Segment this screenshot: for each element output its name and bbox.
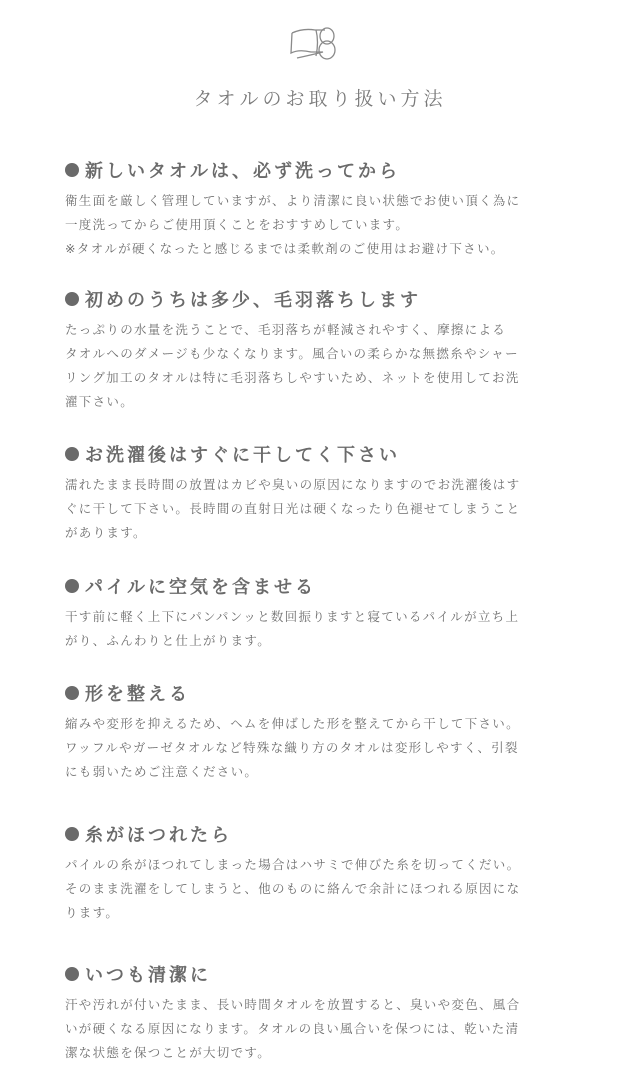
section-loose-thread (65, 821, 585, 925)
section-heading-text: いつも清潔に (85, 965, 211, 986)
bullet-icon (65, 967, 79, 981)
section-new-towel (65, 157, 585, 261)
section-text-line: 干す前に軽く上下にパンパンッと数回振りますと寝ているパイルが立ち上 (65, 609, 520, 624)
section-dry-quickly (65, 441, 585, 545)
bullet-icon (65, 163, 79, 177)
section-text-line: ります。 (65, 905, 120, 920)
section-text-line: 濯下さい。 (65, 394, 135, 409)
section-heading-text: 初めのうちは多少、毛羽落ちします (85, 290, 421, 311)
bullet-icon (65, 686, 79, 700)
section-text-line: がり、ふんわりと仕上がります。 (65, 633, 272, 648)
section-heading (65, 286, 585, 312)
bullet-icon (65, 447, 79, 461)
section-text-line: 濡れたまま長時間の放置はカビや臭いの原因になりますのでお洗濯後はす (65, 477, 521, 492)
section-text-line: そのまま洗濯をしてしまうと、他のものに絡んで余計にほつれる原因にな (65, 881, 521, 896)
section-heading (65, 821, 585, 847)
section-heading (65, 680, 585, 706)
section-text-line: 衛生面を厳しく管理していますが、より清潔に良い状態でお使い頂く為に (65, 193, 521, 208)
section-text-line: 汗や汚れが付いたまま、長い時間タオルを放置すると、臭いや変色、風合 (65, 997, 521, 1012)
section-heading-text: パイルに空気を含ませる (85, 577, 316, 598)
section-heading-text: 新しいタオルは、必ず洗ってから (85, 161, 400, 182)
section-heading-text: 糸がほつれたら (85, 825, 232, 846)
section-text-line: リング加工のタオルは特に毛羽落ちしやすいため、ネットを使用してお洗 (65, 370, 520, 385)
bullet-icon (65, 827, 79, 841)
section-text-line: にも弱いためご注意ください。 (65, 764, 259, 779)
section-text-line: たっぷりの水量を洗うことで、毛羽落ちが軽減されやすく、摩擦による (65, 322, 507, 337)
section-heading (65, 157, 585, 183)
section-heading (65, 573, 585, 599)
towel-logo-icon (289, 22, 343, 62)
section-text-line: 縮みや変形を抑えるため、ヘムを伸ばした形を整えてから干して下さい。 (65, 716, 520, 731)
section-lint (65, 286, 585, 414)
section-shape (65, 680, 585, 784)
bullet-icon (65, 292, 79, 306)
section-fluff-pile (65, 573, 585, 653)
bullet-icon (65, 579, 79, 593)
section-text-line: ※タオルが硬くなったと感じるまでは柔軟剤のご使用はお避け下さい。 (65, 241, 505, 256)
section-text-line: 潔な状態を保つことが大切です。 (65, 1045, 272, 1060)
section-heading (65, 441, 585, 467)
section-heading (65, 961, 585, 987)
section-keep-clean (65, 961, 585, 1065)
section-text-line: パイルの糸がほつれてしまった場合はハサミで伸びた糸を切ってくだい。 (65, 857, 521, 872)
section-heading-text: 形を整える (85, 684, 190, 705)
section-heading-text: お洗濯後はすぐに干してく下さい (85, 445, 400, 466)
section-text-line: ぐに干して下さい。長時間の直射日光は硬くなったり色褪せてしまうこと (65, 501, 521, 516)
page-title: タオルのお取り扱い方法 (193, 88, 447, 110)
section-text-line: 一度洗ってからご使用頂くことをおすすめしています。 (65, 217, 410, 232)
section-text-line: ワッフルやガーゼタオルなど特殊な織り方のタオルは変形しやすく、引裂 (65, 740, 519, 755)
section-text-line: いが硬くなる原因になります。タオルの良い風合いを保つには、乾いた清 (65, 1021, 520, 1036)
section-text-line: タオルへのダメージも少なくなります。風合いの柔らかな無撚糸やシャー (65, 346, 519, 361)
section-text-line: があります。 (65, 525, 147, 540)
